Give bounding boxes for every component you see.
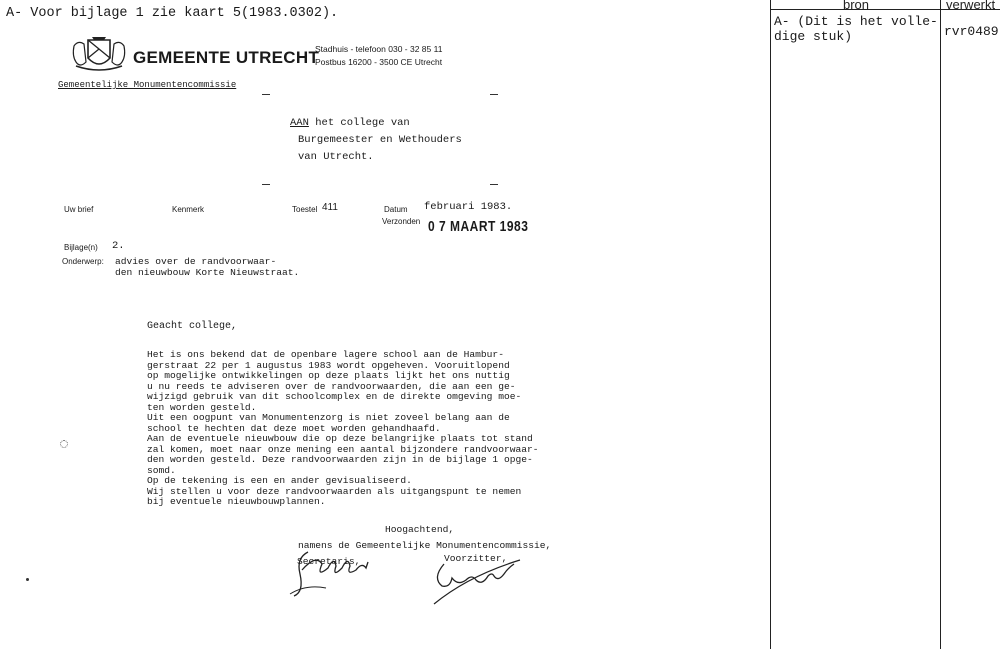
body-line: somd. [147,464,176,476]
punch-mark [60,440,68,448]
body-line: gerstraat 22 per 1 augustus 1983 wordt opgeheven. Vooruitlopend [147,359,510,371]
secretary-signature-icon [286,544,386,604]
body-line: Wij stellen u voor deze randvoorwaarden als uitgangspunt te nemen [147,485,522,497]
salutation: Geacht college, [147,321,238,332]
fold-mark [262,184,270,185]
body-line: Het is ons bekend dat de openbare lagere school aan de Hambur- [147,349,504,360]
bron-header: bron [843,0,870,12]
signatory-line: namens de Gemeentelijke Monumentencommissie, [298,540,552,551]
verwerkt-text: rvr0489 [944,24,999,39]
voorzitter-label: Voorzitter, [444,553,508,564]
commission-name: Gemeentelijke Monumentencommissie [58,80,237,90]
onderwerp-line2: den nieuwbouw Korte Nieuwstraat. [115,267,300,278]
verzonden-label: Verzonden [382,217,421,226]
recipient-college: het college van [315,117,410,129]
verzonden-stamp: 0 7 MAART 1983 [428,217,529,235]
datum-label: Datum [384,205,408,214]
header-note: A- Voor bijlage 1 zie kaart 5(1983.0302). [6,6,339,21]
body-line: wijzigd gebruik van dit schoolcomplex en de direkte omgeving moe- [147,391,522,402]
bijlagen-value: 2. [112,240,125,252]
body-line: zal komen, moet naar onze mening een aantal bijzondere randvoorwaar- [147,443,539,455]
uw-brief-label: Uw brief [64,205,94,214]
closing: Hoogachtend, [385,524,455,535]
letterhead-name: GEMEENTE UTRECHT [133,48,320,67]
datum-value: februari 1983. [424,201,513,213]
recipient-prefix: AAN [290,117,309,129]
fold-mark [262,94,270,95]
toestel-label: Toestel [292,205,318,214]
toestel-value: 411 [322,202,338,213]
secretaris-label: Secretaris, [297,556,361,567]
onderwerp-line1: advies over de randvoorwaar- [115,256,277,267]
body-line: bij eventuele nieuwbouwplannen. [147,496,326,507]
speck [26,578,29,581]
fold-mark [490,94,498,95]
body-line: ten worden gesteld. [147,401,257,413]
letterhead-address-line1: Stadhuis - telefoon 030 - 32 85 11 [315,44,443,54]
recipient-line3: van Utrecht. [298,151,374,163]
body-line: op mogelijke ontwikkelingen op deze plaats lijkt het ons nuttig [147,370,510,381]
recipient-line1 [290,115,410,132]
body-line: u nu reeds te adviseren over de randvoorwaarden, die aan een ge- [147,380,516,392]
body-line: school te hechten dat deze moet worden gehandhaafd. [147,422,441,434]
recipient-line2: Burgemeester en Wethouders [298,134,462,146]
onderwerp-label: Onderwerp: [62,257,104,266]
body-line: Op de tekening is een en ander gevisualiseerd. [147,475,412,486]
bron-text-line2: dige stuk) [774,29,853,44]
letter-body [147,350,539,508]
kenmerk-label: Kenmerk [172,205,205,214]
body-line: Uit een oogpunt van Monumentenzorg is niet zoveel belang aan de [147,412,510,423]
chairman-signature-icon [428,556,524,608]
column-divider-right [940,0,941,649]
column-divider-left [770,0,771,649]
body-line: den worden gesteld. Deze randvoorwaarden zijn in de bijlage 1 opge- [147,454,533,465]
letterhead-address-line2: Postbus 16200 - 3500 CE Utrecht [315,57,443,67]
bron-text-line1: A- (Dit is het volle- [774,14,938,29]
coat-of-arms-icon [70,36,128,74]
bijlagen-label: Bijlage(n) [64,243,98,252]
fold-mark [490,184,498,185]
body-line: Aan de eventuele nieuwbouw die op deze belangrijke plaats tot stand [147,433,533,444]
verwerkt-header: verwerkt [946,0,996,12]
